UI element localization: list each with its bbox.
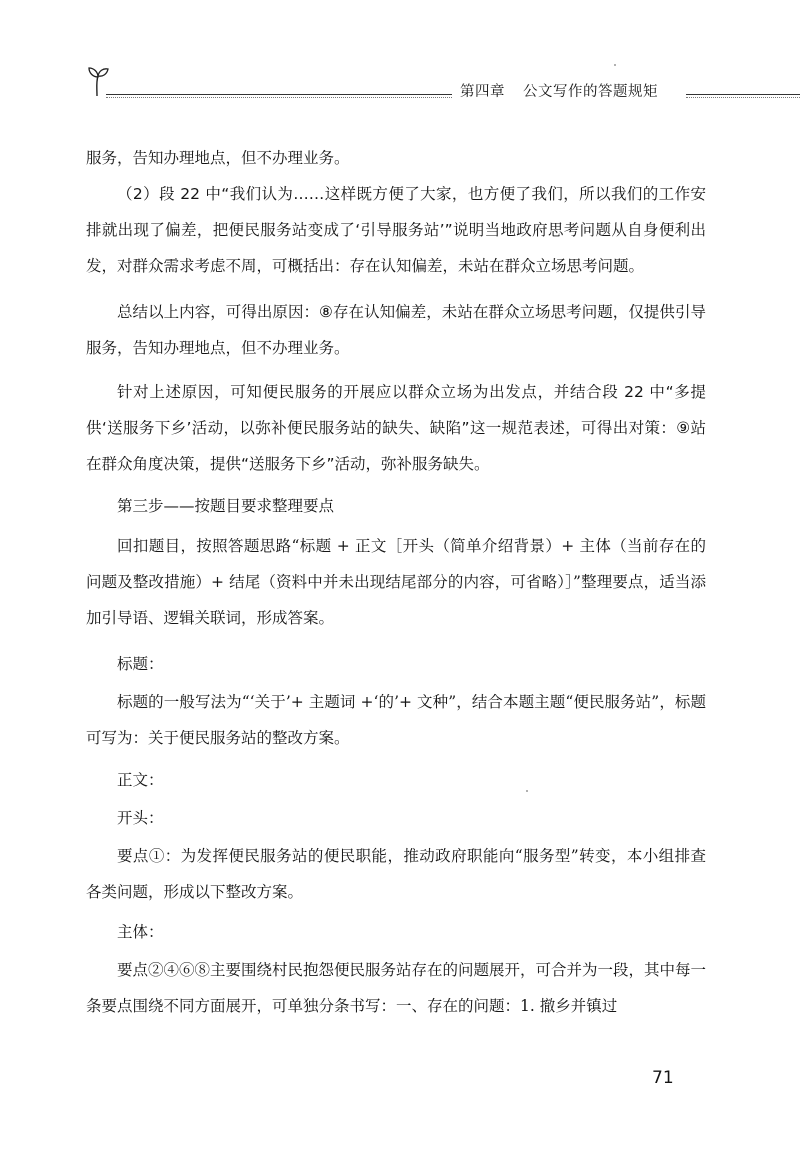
header-rule-left-dotted (106, 97, 452, 98)
chapter-title: 公文写作的答题规矩 (523, 84, 658, 100)
label-main: 主体： (117, 923, 164, 941)
running-header (0, 0, 800, 110)
paragraph-answer-approach: 回扣题目，按照答题思路“标题 + 正文［开头（简单介绍背景）+ 主体（当前存在的问题及整改措施）+ 结尾（资料中并未出现结尾部分的内容，可省略）］”整理要点，适当添加引导语、逻辑关联词，形成答案。 (86, 537, 706, 627)
header-rule-left (106, 94, 452, 95)
header-rule-right (686, 94, 800, 95)
page-number: 71 (652, 1068, 674, 1088)
label-opening: 开头： (117, 809, 164, 827)
paragraph-countermeasure: 针对上述原因，可知便民服务的开展应以群众立场为出发点，并结合段 22 中“多提供‘送服务下乡’活动，以弥补便民服务站的缺失、缺陷”这一规范表述，可得出对策：⑨站在群众角度决策，提供“送服务下乡”活动，弥补服务缺失。 (86, 383, 706, 473)
label-body: 正文： (117, 771, 164, 789)
step-three-heading: 第三步——按题目要求整理要点 (117, 497, 335, 515)
chapter-heading (460, 80, 658, 101)
paragraph-summary: 总结以上内容，可得出原因：⑧存在认知偏差，未站在群众立场思考问题，仅提供引导服务，告知办理地点，但不办理业务。 (86, 303, 706, 357)
paragraph-section-2: （2）段 22 中“我们认为……这样既方便了大家，也方便了我们，所以我们的工作安排就出现了偏差，把便民服务站变成了‘引导服务站’”说明当地政府思考问题从自身便利出发，对群众需求考虑不周，可概括出：存在认知偏差，未站在群众立场思考问题。 (86, 185, 706, 275)
sprout-icon (86, 64, 110, 98)
paragraph-continuation: 服务，告知办理地点，但不办理业务。 (86, 149, 350, 167)
paragraph-title-format: 标题的一般写法为“‘关于’+ 主题词 +‘的’+ 文种”，结合本题主题“便民服务站”，标题可写为：关于便民服务站的整改方案。 (86, 693, 706, 747)
scan-speck (614, 64, 616, 66)
paragraph-points-main: 要点②④⑥⑧主要围绕村民抱怨便民服务站存在的问题展开，可合并为一段，其中每一条要点围绕不同方面展开，可单独分条书写：一、存在的问题：1. 撤乡并镇过 (86, 961, 707, 1015)
label-title: 标题： (117, 655, 164, 673)
header-rule-right-dotted (686, 97, 800, 98)
scan-speck (526, 790, 528, 792)
paragraph-point-1: 要点①：为发挥便民服务站的便民职能，推动政府职能向“服务型”转变，本小组排查各类问题，形成以下整改方案。 (86, 847, 706, 901)
chapter-label: 第四章 (460, 84, 505, 100)
